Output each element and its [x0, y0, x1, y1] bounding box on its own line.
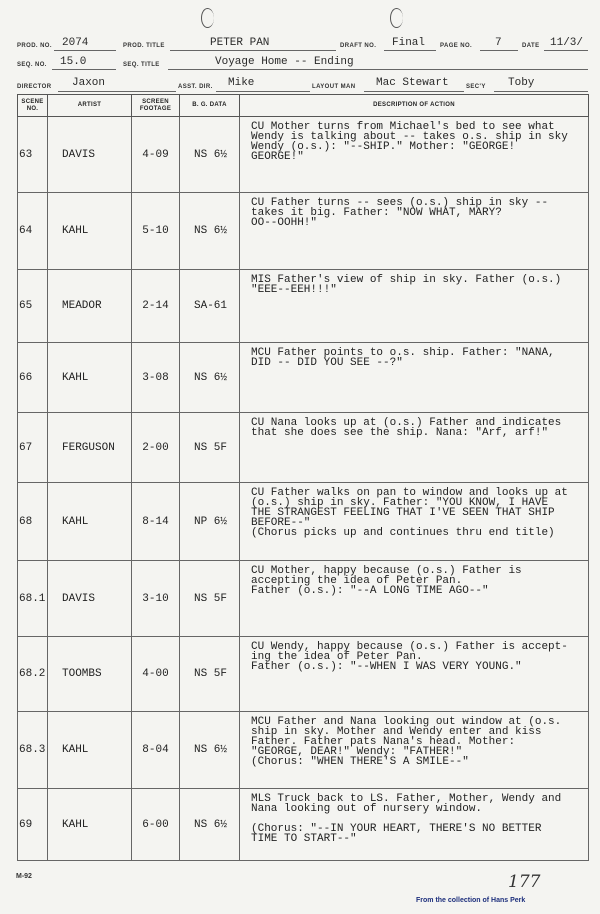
scene-no-header: SCENE NO. [18, 95, 48, 117]
action-description: CU Nana looks up at (o.s.) Father and indicates that she does see the ship. Nana: "Arf, arf!" [240, 413, 589, 483]
seq-title-label: SEQ. TITLE [123, 62, 160, 68]
action-description: CU Mother turns from Michael's bed to see what Wendy is talking about -- takes o.s. ship in sky Wendy (o.s.): "--SHIP." Mother: "GEORGE! GEORGE!" [240, 117, 589, 193]
action-description: CU Father walks on pan to window and looks up at (o.s.) ship in sky. Father: "YOU KNOW, I HAVE THE STRANGEST FEELING THAT I'VE SEEN THAT SHIP BEFORE--" (Chorus picks up and continues thru end title) [240, 483, 589, 561]
prod-title-value: PETER PAN [210, 37, 270, 49]
screen-footage: 2-00 [132, 413, 180, 483]
scene-number: 66 [18, 343, 48, 413]
draft-no-line [384, 50, 436, 51]
table-row [18, 117, 589, 193]
table-row [18, 561, 589, 637]
secy-label: SEC'Y [466, 84, 486, 90]
bg-data-header: B. G. DATA [180, 95, 240, 117]
screen-footage: 2-14 [132, 270, 180, 343]
bg-data: NS 6½ [180, 789, 240, 861]
artist-name: KAHL [48, 712, 132, 789]
handwritten-page-number: 177 [508, 872, 541, 892]
screen-footage: 6-00 [132, 789, 180, 861]
director-line [58, 91, 176, 92]
asst-dir-value: Mike [228, 77, 255, 89]
table-row [18, 789, 589, 861]
action-description: MIS Father's view of ship in sky. Father (o.s.) "EEE--EEH!!!" [240, 270, 589, 343]
scene-number: 68.3 [18, 712, 48, 789]
scene-number: 68.1 [18, 561, 48, 637]
bg-data: NP 6½ [180, 483, 240, 561]
artist-name: KAHL [48, 343, 132, 413]
screen-footage: 4-09 [132, 117, 180, 193]
asst-dir-line [216, 91, 310, 92]
table-row [18, 637, 589, 712]
table-row [18, 343, 589, 413]
page-no-line [480, 50, 518, 51]
artist-name: KAHL [48, 789, 132, 861]
scene-table [17, 94, 589, 861]
prod-no-line [54, 50, 116, 51]
collection-credit: From the collection of Hans Perk [416, 897, 526, 904]
artist-name: MEADOR [48, 270, 132, 343]
scene-number: 65 [18, 270, 48, 343]
director-value: Jaxon [72, 77, 106, 89]
table-header-row [18, 95, 589, 117]
scene-number: 64 [18, 193, 48, 270]
table-row [18, 270, 589, 343]
bg-data: NS 5F [180, 413, 240, 483]
bg-data: NS 6½ [180, 193, 240, 270]
page-no-label: PAGE NO. [440, 43, 473, 49]
seq-no-value: 15.0 [60, 56, 87, 68]
screen-footage: 3-10 [132, 561, 180, 637]
prod-no-value: 2074 [62, 37, 89, 49]
seq-title-value: Voyage Home -- Ending [215, 56, 354, 68]
prod-title-label: PROD. TITLE [123, 43, 165, 49]
bg-data: NS 5F [180, 637, 240, 712]
secy-value: Toby [508, 77, 535, 89]
footage-header: SCREEN FOOTAGE [132, 95, 180, 117]
action-description: MCU Father and Nana looking out window at (o.s. ship in sky. Mother and Wendy enter and kiss Father. Father pats Nana's head. Mother: "GEORGE, DEAR!" Wendy: "FATHER!" (Chorus: "WHEN THERE'S A SMILE--" [240, 712, 589, 789]
date-label: DATE [522, 43, 540, 49]
page-no-value: 7 [495, 37, 502, 49]
director-label: DIRECTOR [17, 84, 52, 90]
prod-no-label: PROD. NO. [17, 43, 52, 49]
scene-number: 63 [18, 117, 48, 193]
artist-name: TOOMBS [48, 637, 132, 712]
form-code: M-92 [16, 873, 32, 880]
bg-data: NS 6½ [180, 117, 240, 193]
action-description: CU Mother, happy because (o.s.) Father is accepting the idea of Peter Pan. Father (o.s.): "--A LONG TIME AGO--" [240, 561, 589, 637]
draft-no-value: Final [392, 37, 426, 49]
artist-name: DAVIS [48, 561, 132, 637]
seq-no-line [52, 69, 116, 70]
action-description: MCU Father points to o.s. ship. Father: "NANA, DID -- DID YOU SEE --?" [240, 343, 589, 413]
scene-number: 67 [18, 413, 48, 483]
scene-number: 69 [18, 789, 48, 861]
layout-man-label: LAYOUT MAN [312, 84, 356, 90]
table-row [18, 483, 589, 561]
date-value: 11/3/ [550, 37, 584, 49]
artist-name: KAHL [48, 483, 132, 561]
date-line [544, 50, 588, 51]
bg-data: NS 6½ [180, 343, 240, 413]
artist-header: ARTIST [48, 95, 132, 117]
screen-footage: 8-14 [132, 483, 180, 561]
prod-title-line [170, 50, 336, 51]
asst-dir-label: ASST. DIR. [178, 84, 213, 90]
scene-number: 68.2 [18, 637, 48, 712]
bg-data: SA-61 [180, 270, 240, 343]
table-row [18, 712, 589, 789]
action-description: CU Wendy, happy because (o.s.) Father is accept- ing the idea of Peter Pan. Father (o.s.): "--WHEN I WAS VERY YOUNG." [240, 637, 589, 712]
action-description: MLS Truck back to LS. Father, Mother, Wendy and Nana looking out of nursery window. (Chorus: "--IN YOUR HEART, THERE'S NO BETTER TIME TO START--" [240, 789, 589, 861]
artist-name: DAVIS [48, 117, 132, 193]
seq-title-line [168, 69, 588, 70]
layout-man-line [364, 91, 464, 92]
bg-data: NS 5F [180, 561, 240, 637]
punch-hole-left [201, 8, 214, 28]
secy-line [494, 91, 588, 92]
draft-no-label: DRAFT NO. [340, 43, 377, 49]
screen-footage: 4-00 [132, 637, 180, 712]
artist-name: KAHL [48, 193, 132, 270]
description-header: DESCRIPTION OF ACTION [240, 95, 589, 117]
table-row [18, 193, 589, 270]
screen-footage: 8-04 [132, 712, 180, 789]
screen-footage: 5-10 [132, 193, 180, 270]
bg-data: NS 6½ [180, 712, 240, 789]
table-row [18, 413, 589, 483]
seq-no-label: SEQ. NO. [17, 62, 47, 68]
scene-number: 68 [18, 483, 48, 561]
punch-hole-right [390, 8, 403, 28]
action-description: CU Father turns -- sees (o.s.) ship in sky -- takes it big. Father: "NOW WHAT, MARY? OO--OOHH!" [240, 193, 589, 270]
artist-name: FERGUSON [48, 413, 132, 483]
layout-man-value: Mac Stewart [376, 77, 449, 89]
screen-footage: 3-08 [132, 343, 180, 413]
